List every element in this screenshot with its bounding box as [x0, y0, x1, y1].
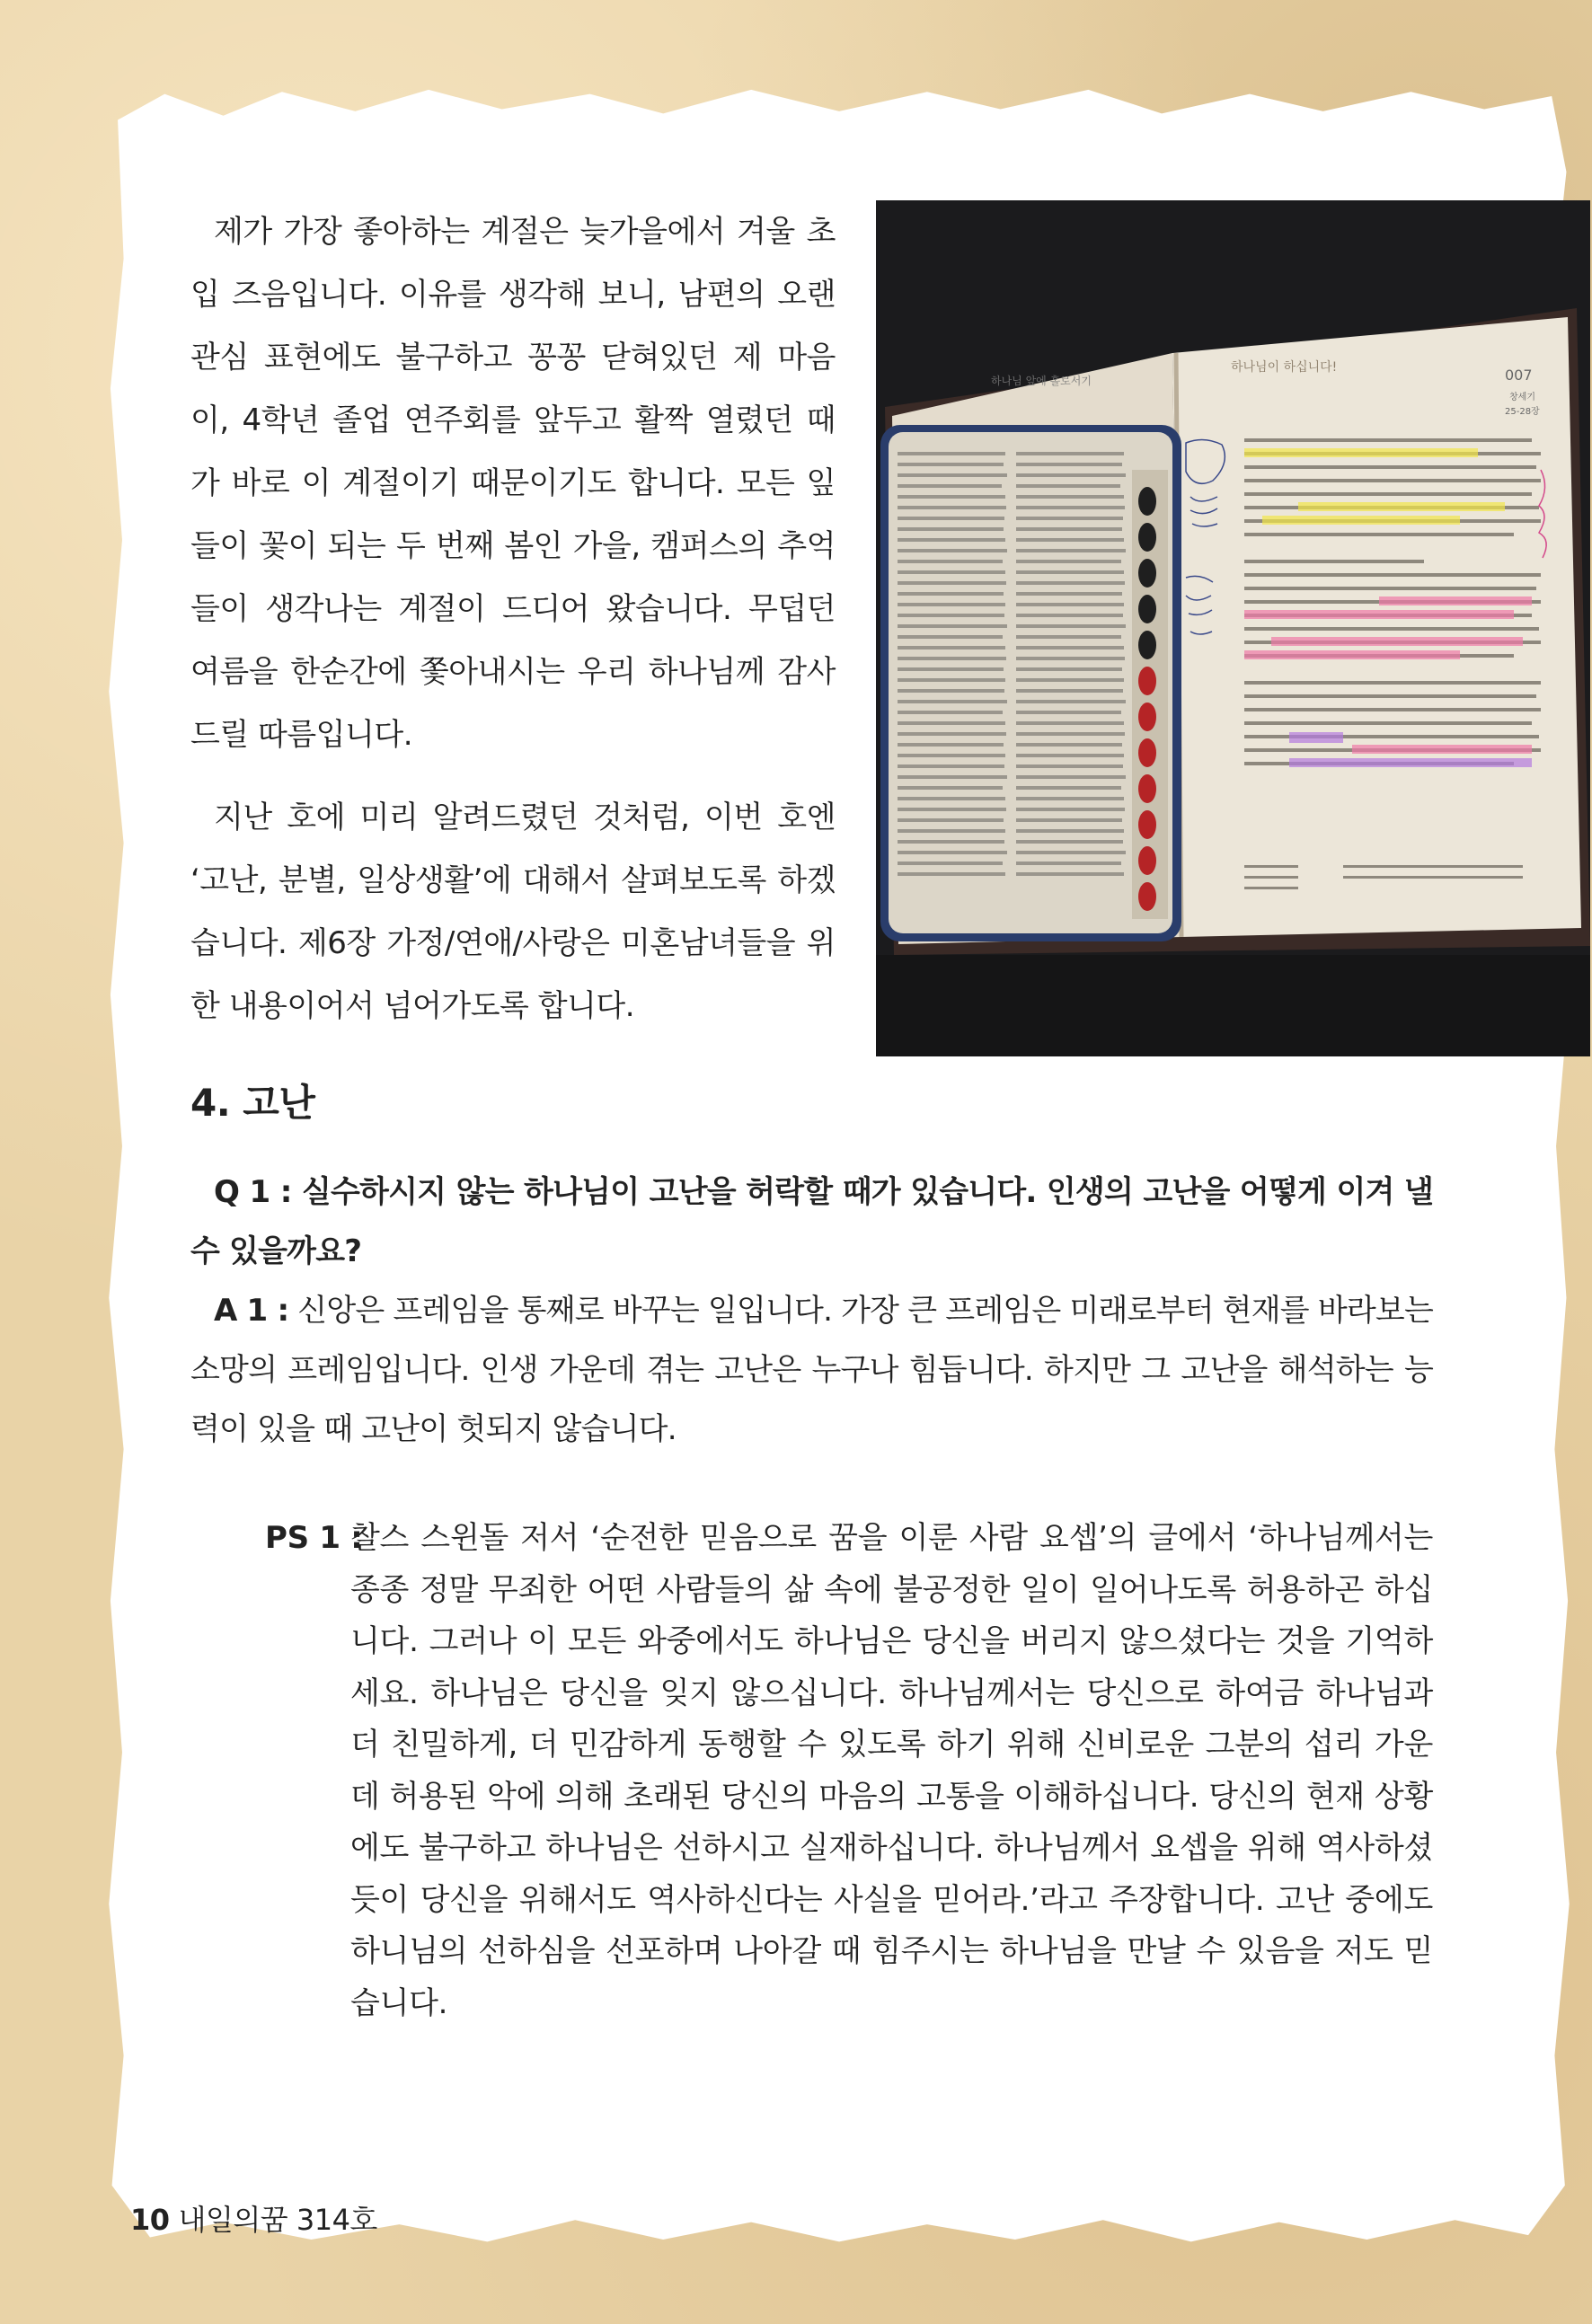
bible-photo	[876, 200, 1590, 1056]
intro-paragraph-1: 제가 가장 좋아하는 계절은 늦가을에서 겨울 초입 즈음입니다. 이유를 생각해 보니, 남편의 오랜 관심 표현에도 불구하고 꽁꽁 닫혀있던 제 마음이, 4학년 졸업 연주회를 앞두고 활짝 열렸던 때가 바로 이 계절이기 때문이기도 합니다. 모든 잎들이 꽃이 되는 두 번째 봄인 가을, 캠퍼스의 추억들이 생각나는 계절이 드디어 왔습니다. 무덥던 여름을 한순간에 쫓아내시는 우리 하나님께 감사드릴 따름입니다.	[190, 214, 836, 753]
qa-block	[190, 1162, 1433, 1459]
bible-photo-illustration	[876, 200, 1590, 1056]
answer-1-text: 신앙은 프레임을 통째로 바꾸는 일입니다. 가장 큰 프레임은 미래로부터 현재를 바라보는 소망의 프레임입니다. 인생 가운데 겪는 고난은 누구나 힘듭니다. 하지만 그 고난을 해석하는 능력이 있을 때 고난이 헛되지 않습니다.	[190, 1293, 1433, 1447]
right-page-ref-book: 창세기	[1509, 393, 1535, 402]
right-page-number: 007	[1505, 367, 1533, 384]
postscript-1	[265, 1513, 1433, 2029]
page-number: 10	[130, 2203, 170, 2237]
magazine-issue: 내일의꿈 314호	[178, 2203, 377, 2237]
section-title: 4. 고난	[190, 1081, 315, 1125]
question-1	[190, 1162, 1433, 1281]
page-footer	[130, 2197, 377, 2239]
left-page-header: 하나님 앞에 홀로서기	[991, 375, 1092, 387]
right-page-ref-chapters: 25-28장	[1505, 407, 1540, 417]
question-1-text: 실수하시지 않는 하나님이 고난을 허락할 때가 있습니다. 인생의 고난을 어떻게 이겨 낼 수 있을까요?	[190, 1174, 1433, 1269]
answer-1	[190, 1281, 1433, 1459]
intro-paragraph-2: 지난 호에 미리 알려드렸던 것처럼, 이번 호엔 ‘고난, 분별, 일상생활’에 대해서 살펴보도록 하겠습니다. 제6장 가정/연애/사랑은 미혼남녀들을 위한 내용이어서 넘어가도록 합니다.	[190, 800, 836, 1024]
right-page-header: 하나님이 하십니다!	[1231, 360, 1338, 375]
answer-1-tag: A 1 :	[214, 1293, 289, 1329]
postscript-1-text: 찰스 스윈돌 저서 ‘순전한 믿음으로 꿈을 이룬 사람 요셉’의 글에서 ‘하나님께서는 종종 정말 무죄한 어떤 사람들의 삶 속에 불공정한 일이 일어나도록 허용하곤 하십니다. 그러나 이 모든 와중에서도 하나님은 당신을 버리지 않으셨다는 것을 기억하세요. 하나님은 당신을 잊지 않으십니다. 하나님께서는 당신으로 하여금 하나님과 더 친밀하게, 더 민감하게 동행할 수 있도록 하기 위해 신비로운 그분의 섭리 가운데 허용된 악에 의해 초래된 당신의 마음의 고통을 이해하십니다. 당신의 현재 상황에도 불구하고 하나님은 선하시고 실재하십니다. 하나님께서 요셉을 위해 역사하셨듯이 당신을 위해서도 역사하신다는 사실을 믿어라.’라고 주장합니다. 고난 중에도 하니님의 선하심을 선포하며 나아갈 때 힘주시는 하나님을 만날 수 있음을 저도 믿습니다.	[350, 1520, 1433, 2021]
postscript-1-tag: PS 1 :	[265, 1520, 363, 1556]
question-1-tag: Q 1 :	[214, 1174, 292, 1210]
intro-text	[190, 200, 836, 1038]
